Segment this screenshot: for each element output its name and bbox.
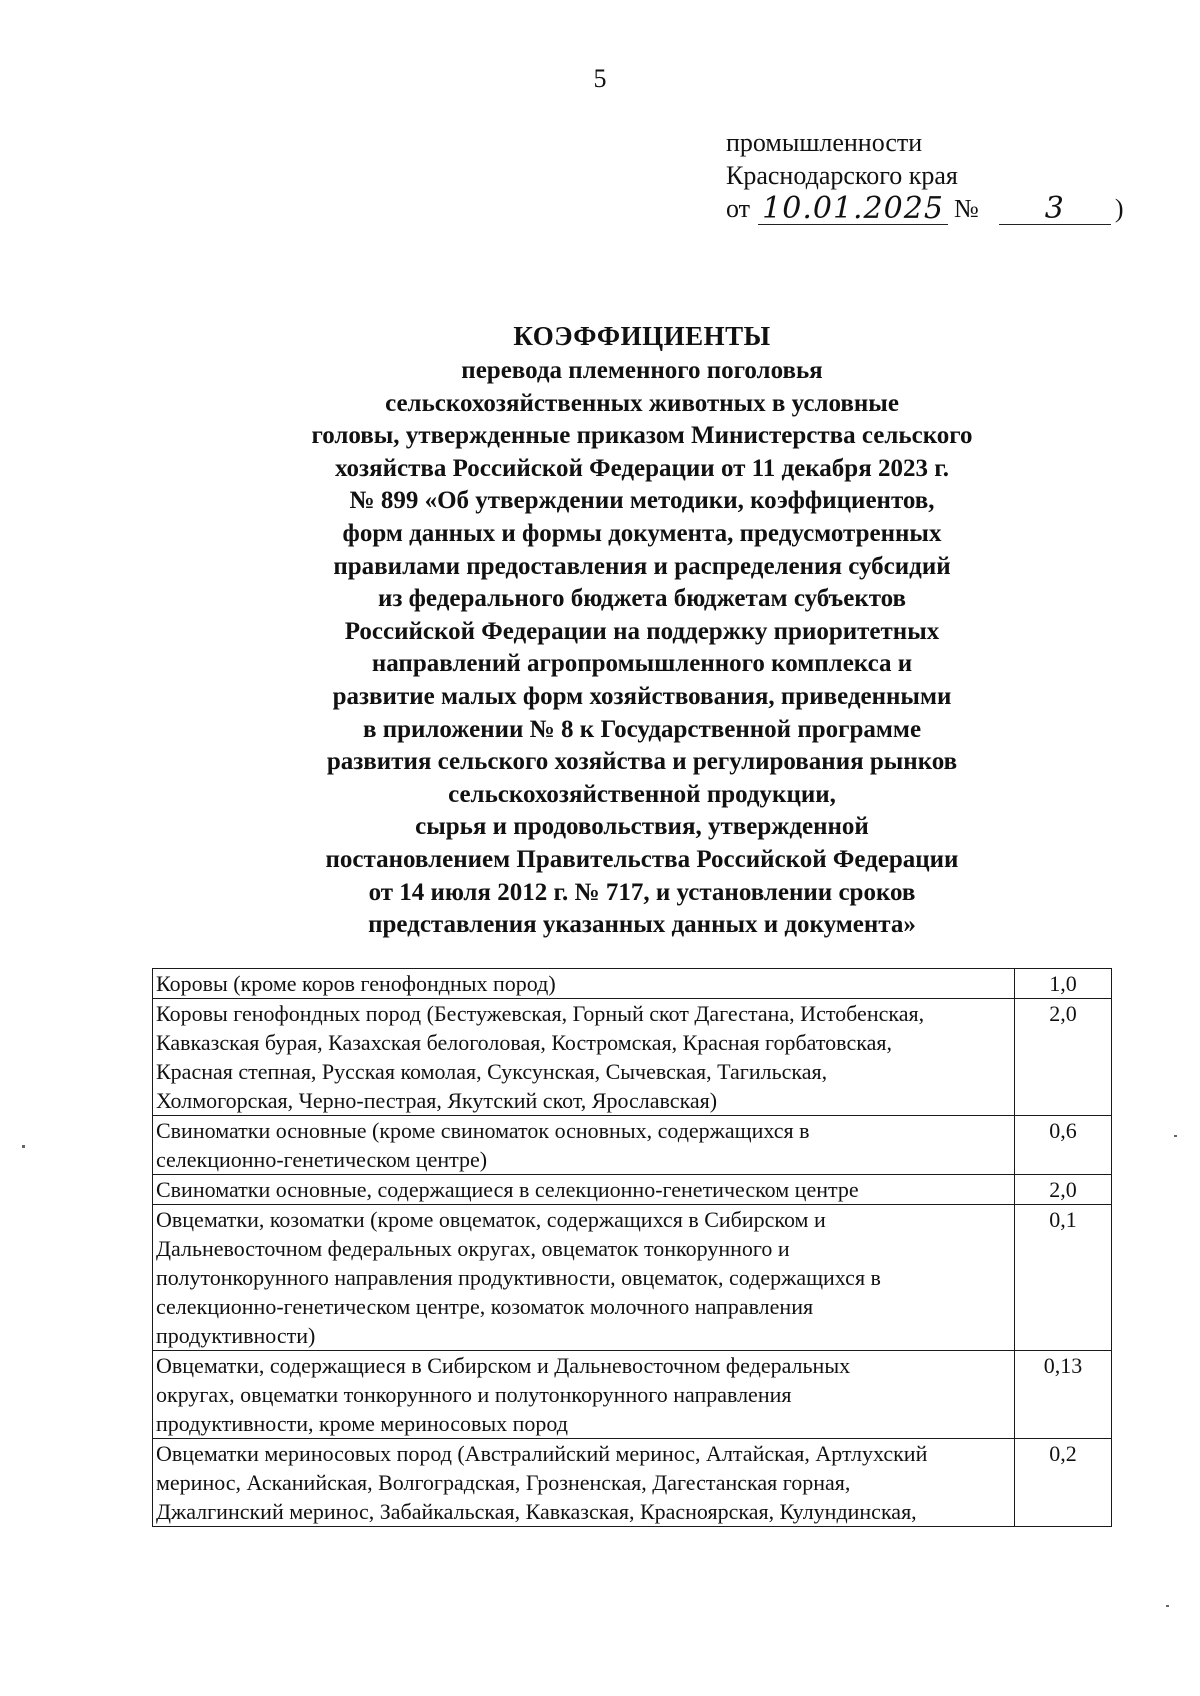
title-line: форм данных и формы документа, предусмотренных	[342, 519, 942, 547]
table-row	[153, 1205, 1112, 1351]
page-number: 5	[593, 64, 607, 93]
addressee-line-1: промышленности	[726, 128, 923, 157]
coefficient-cell: 0,6	[1015, 1116, 1112, 1175]
title-line: головы, утвержденные приказом Министерства сельского	[311, 422, 973, 450]
title-line: развитие малых форм хозяйствования, приведенными	[332, 682, 952, 710]
coefficient-cell: 0,13	[1015, 1351, 1112, 1439]
title-heading: КОЭФФИЦИЕНТЫ	[513, 321, 771, 351]
title-line: сельскохозяйственных животных в условные	[385, 389, 899, 417]
title-line: правилами предоставления и распределения субсидий	[333, 552, 951, 580]
table-row	[153, 999, 1112, 1116]
number-sign: №	[954, 194, 979, 223]
title-line: хозяйства Российской Федерации от 11 декабря 2023 г.	[334, 454, 950, 482]
animal-category-cell	[153, 1439, 1015, 1527]
cell-text-line: Кавказская бурая, Казахская белоголовая, Костромская, Красная горбатовская,	[156, 1030, 892, 1055]
title-line: № 899 «Об утверждении методики, коэффициентов,	[349, 487, 935, 515]
cell-text-line: Овцематки, козоматки (кроме овцематок, содержащихся в Сибирском и	[156, 1207, 826, 1232]
cell-text-line: Коровы (кроме коров генофондных пород)	[156, 971, 556, 996]
handwritten-date: 10.01.2025	[758, 194, 948, 225]
cell-text-line: полутонкорунного направления продуктивности, овцематок, содержащихся в	[156, 1265, 881, 1290]
cell-text-line: Свиноматки основные (кроме свиноматок основных, содержащихся в	[156, 1118, 810, 1143]
addressee-block	[726, 126, 1124, 225]
title-line: сырья и продовольствия, утвержденной	[415, 813, 869, 841]
cell-text-line: Джалгинский меринос, Забайкальская, Кавказская, Красноярская, Кулундинская,	[156, 1499, 917, 1524]
cell-text-line: меринос, Асканийская, Волгоградская, Грозненская, Дагестанская горная,	[156, 1470, 851, 1495]
closing-parenthesis: )	[1114, 194, 1124, 223]
cell-text-line: продуктивности)	[156, 1323, 316, 1348]
coefficient-cell: 2,0	[1015, 999, 1112, 1116]
title-line: из федерального бюджета бюджетам субъектов	[377, 585, 907, 613]
title-line: направлений агропромышленного комплекса и	[371, 650, 913, 678]
table-row	[153, 969, 1112, 999]
animal-category-cell	[153, 1175, 1015, 1205]
addressee-line-2: Краснодарского края	[726, 161, 958, 190]
animal-category-cell	[153, 1205, 1015, 1351]
cell-text-line: округах, овцематки тонкорунного и полутонкорунного направления	[156, 1382, 792, 1407]
title-line: перевода племенного поголовья	[461, 357, 823, 384]
date-number-line	[726, 192, 1124, 225]
coefficient-cell: 1,0	[1015, 969, 1112, 999]
table-row	[153, 1439, 1112, 1527]
coefficient-cell: 2,0	[1015, 1175, 1112, 1205]
document-title	[0, 318, 1200, 942]
cell-text-line: Овцематки, содержащиеся в Сибирском и Дальневосточном федеральных	[156, 1353, 851, 1378]
table-row	[153, 1175, 1112, 1205]
cell-text-line: Красная степная, Русская комолая, Суксунская, Сычевская, Тагильская,	[156, 1059, 828, 1084]
coefficient-cell: 0,1	[1015, 1205, 1112, 1351]
title-line: сельскохозяйственной продукции,	[448, 780, 836, 808]
animal-category-cell	[153, 969, 1015, 999]
table-row	[153, 1116, 1112, 1175]
cell-text-line: Дальневосточном федеральных округах, овцематок тонкорунного и	[156, 1236, 790, 1261]
title-line: развития сельского хозяйства и регулирования рынков	[326, 748, 958, 776]
cell-text-line: Свиноматки основные, содержащиеся в селекционно-генетическом центре	[156, 1177, 859, 1202]
cell-text-line: селекционно-генетическом центре)	[156, 1147, 488, 1172]
coefficient-cell: 0,2	[1015, 1439, 1112, 1527]
coefficients-table	[152, 968, 1112, 1527]
title-line: Российской Федерации на поддержку приоритетных	[344, 617, 940, 645]
scan-speck	[22, 1145, 25, 1148]
table-row	[153, 1351, 1112, 1439]
title-line: от 14 июля 2012 г. № 717, и установлении сроков	[368, 878, 916, 906]
scan-speck	[1166, 1605, 1169, 1607]
animal-category-cell	[153, 999, 1015, 1116]
cell-text-line: продуктивности, кроме мериносовых пород	[156, 1411, 568, 1436]
animal-category-cell	[153, 1351, 1015, 1439]
title-line: постановлением Правительства Российской Федерации	[325, 845, 959, 873]
cell-text-line: Овцематки мериносовых пород (Австралийский меринос, Алтайская, Артлухский	[156, 1441, 928, 1466]
title-line: в приложении № 8 к Государственной программе	[362, 715, 922, 743]
date-prefix: от	[726, 194, 751, 223]
title-line: представления указанных данных и документа»	[368, 911, 916, 939]
cell-text-line: Коровы генофондных пород (Бестужевская, Горный скот Дагестана, Истобенская,	[156, 1001, 925, 1026]
scan-speck	[1174, 1135, 1177, 1137]
animal-category-cell	[153, 1116, 1015, 1175]
cell-text-line: Холмогорская, Черно-пестрая, Якутский скот, Ярославская)	[156, 1088, 718, 1113]
cell-text-line: селекционно-генетическом центре, козоматок молочного направления	[156, 1294, 814, 1319]
handwritten-number: 3	[999, 194, 1111, 225]
